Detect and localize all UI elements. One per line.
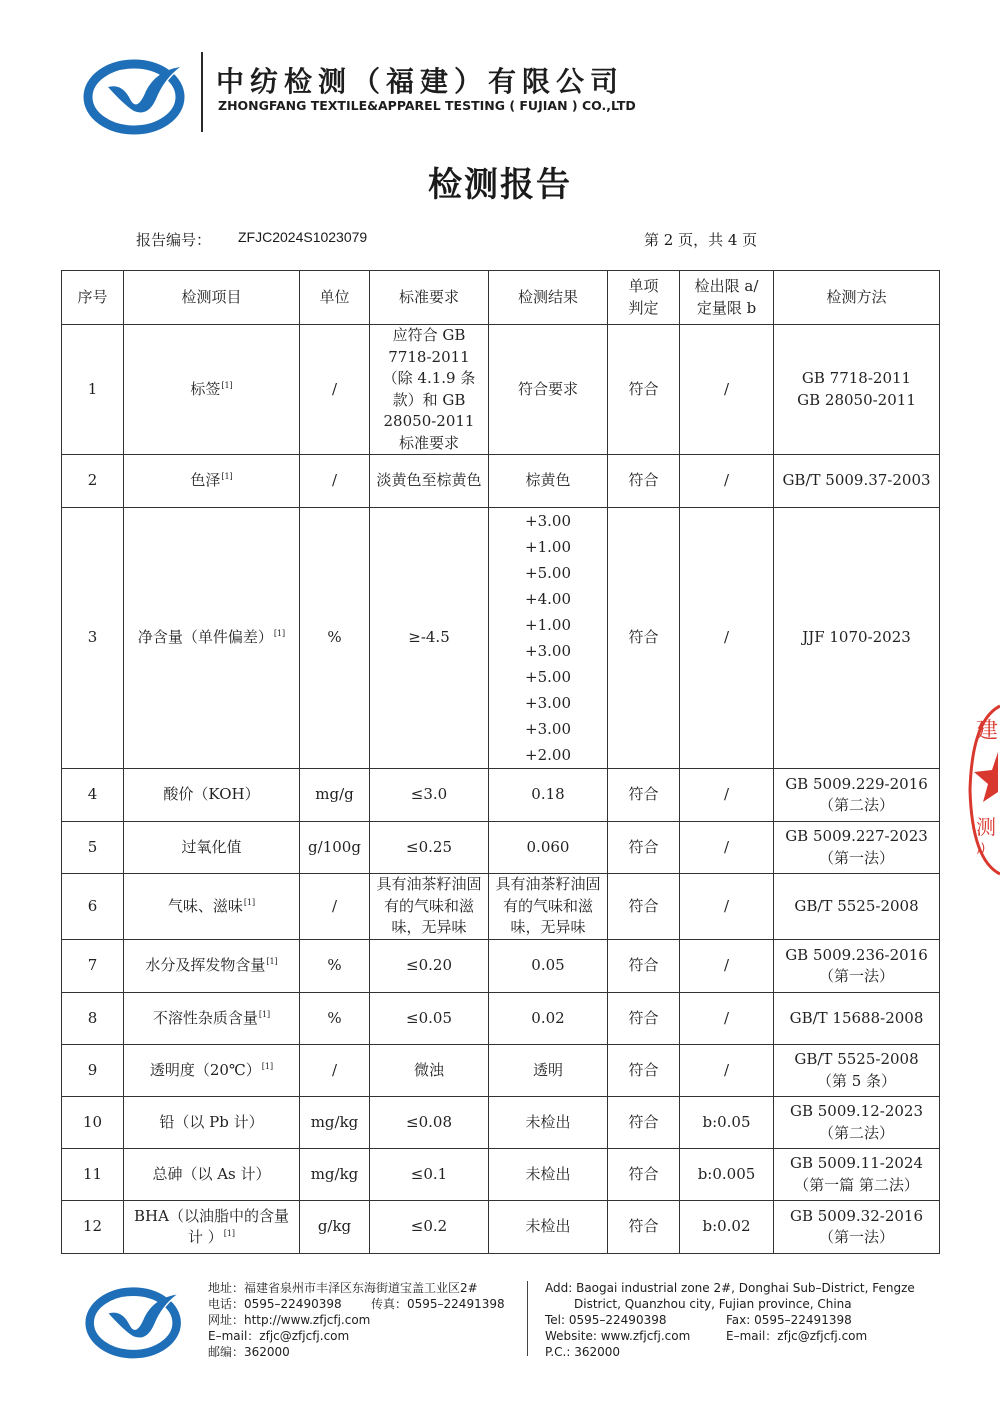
cell-result (489, 508, 608, 769)
method-line1: GB 5009.236-2016 (785, 945, 928, 964)
method-line1: GB 5009.12-2023 (789, 1102, 924, 1120)
footer-website-en: Website: www.zfjcfj.com (545, 1329, 691, 1343)
header-standard: 标准要求 (370, 271, 489, 325)
cell-method (774, 769, 940, 822)
method-line1: GB 5009.229-2016 (785, 774, 928, 793)
table-row (62, 455, 940, 508)
cell-item (124, 874, 300, 940)
cell-judgement: 符合 (608, 1097, 680, 1149)
cell-limit: b:0.05 (680, 1097, 774, 1149)
item-note: [1] (258, 1009, 271, 1019)
cell-unit: / (300, 1045, 370, 1097)
header-judgement-line1: 单项 (628, 277, 659, 295)
footer-tel-en: Tel: 0595–22490398 (545, 1313, 667, 1327)
item-name: 总砷（以 As 计） (152, 1164, 271, 1183)
cell-limit: / (680, 325, 774, 455)
result-value: +3.00 (525, 512, 571, 530)
footer-address-en-line1: Add: Baogai industrial zone 2#, Donghai Sub–District, Fengze (545, 1281, 915, 1295)
cell-limit: / (680, 455, 774, 508)
table-row (62, 940, 940, 993)
cell-limit: / (680, 769, 774, 822)
svg-text:测: 测 (976, 815, 996, 839)
cell-seq: 9 (62, 1045, 124, 1097)
cell-unit: % (300, 940, 370, 993)
item-name: 过氧化值 (181, 837, 242, 856)
item-name: 色泽 (190, 471, 221, 490)
cell-seq: 10 (62, 1097, 124, 1149)
cell-seq: 4 (62, 769, 124, 822)
table-row (62, 508, 940, 769)
cell-judgement: 符合 (608, 325, 680, 455)
cell-result: 未检出 (489, 1201, 608, 1254)
method-line2: （第 5 条） (816, 1071, 897, 1090)
svg-text:建: 建 (976, 719, 999, 744)
result-value: +5.00 (525, 668, 571, 686)
cell-standard: ≤0.2 (370, 1201, 489, 1254)
company-name-cn: 中纺检测（福建）有限公司 (216, 65, 625, 98)
result-value: +1.00 (525, 616, 571, 634)
cell-item (124, 1097, 300, 1149)
method-line2: （第二法） (818, 1123, 894, 1142)
item-name: 不溶性杂质含量 (152, 1008, 258, 1027)
cell-judgement: 符合 (608, 455, 680, 508)
cell-limit: / (680, 874, 774, 940)
header-limit-line2: 定量限 b (696, 298, 757, 317)
footer-postcode-en: P.C.: 362000 (545, 1345, 621, 1359)
table-row (62, 1045, 940, 1097)
cell-seq: 2 (62, 455, 124, 508)
cell-item (124, 1045, 300, 1097)
cell-method (774, 1201, 940, 1254)
cell-judgement: 符合 (608, 874, 680, 940)
table-row (62, 874, 940, 940)
cell-method (774, 1097, 940, 1149)
header-limit-line1: 检出限 a/ (694, 277, 759, 295)
cell-unit: g/kg (300, 1201, 370, 1254)
method-line1: GB 5009.227-2023 (785, 827, 928, 845)
report-number-label: 报告编号： (136, 231, 212, 249)
cell-judgement: 符合 (608, 769, 680, 822)
table-row (62, 325, 940, 455)
header-limit (680, 271, 774, 325)
footer-email-en: E–mail：zfjc@zfjcfj.com (726, 1329, 868, 1343)
cell-standard: ≤0.1 (370, 1149, 489, 1201)
cell-unit: mg/kg (300, 1149, 370, 1201)
cell-item (124, 1201, 300, 1254)
cell-seq: 6 (62, 874, 124, 940)
table-body (62, 325, 940, 1254)
header-method: 检测方法 (774, 271, 940, 325)
method-line1: JJF 1070-2023 (802, 628, 911, 647)
header-divider (201, 52, 203, 132)
cell-unit: / (300, 455, 370, 508)
cell-method (774, 874, 940, 940)
result-value: +3.00 (525, 642, 571, 660)
method-line2: GB 28050-2011 (797, 390, 916, 409)
cell-unit: / (300, 325, 370, 455)
cell-method (774, 940, 940, 993)
cell-result: 未检出 (489, 1097, 608, 1149)
cell-method (774, 325, 940, 455)
method-line1: GB/T 5525-2008 (794, 896, 919, 915)
document-title: 检测报告 (428, 165, 572, 205)
method-line2: （第一法） (818, 1228, 894, 1246)
result-value: +1.00 (525, 538, 571, 556)
cell-seq: 3 (62, 508, 124, 769)
header-judgement (608, 271, 680, 325)
cell-standard: 具有油茶籽油固有的气味和滋味，无异味 (370, 874, 489, 940)
item-note: [1] (266, 957, 278, 967)
report-number: ZFJC2024S1023079 (238, 229, 368, 245)
footer-divider (527, 1281, 528, 1356)
result-value: +5.00 (525, 564, 571, 582)
table-row (62, 769, 940, 822)
header-item: 检测项目 (124, 271, 300, 325)
svg-text:)): )) (976, 841, 986, 855)
footer-fax-en: Fax: 0595–22491398 (726, 1313, 852, 1327)
cell-judgement: 符合 (608, 940, 680, 993)
company-logo (82, 55, 192, 135)
cell-limit: / (680, 993, 774, 1045)
item-note: [1] (243, 897, 256, 907)
result-value: +4.00 (525, 590, 571, 608)
item-name: BHA（以油脂中的含量计 ） (134, 1206, 289, 1246)
item-name: 标签 (190, 379, 221, 398)
table-header-row (62, 271, 940, 325)
method-line1: GB 5009.11-2024 (789, 1154, 924, 1172)
seal-stamp (968, 700, 1000, 880)
table-row (62, 993, 940, 1045)
cell-judgement: 符合 (608, 1201, 680, 1254)
item-note: [1] (273, 629, 286, 639)
cell-seq: 5 (62, 822, 124, 874)
header-judgement-line2: 判定 (628, 298, 659, 317)
item-note: [1] (221, 380, 233, 390)
footer-email-cn: E–mail：zfjc@zfjcfj.com (208, 1329, 350, 1343)
cell-seq: 1 (62, 325, 124, 455)
cell-standard: 淡黄色至棕黄色 (370, 455, 489, 508)
cell-limit: / (680, 940, 774, 993)
cell-method (774, 1045, 940, 1097)
item-name: 气味、滋味 (167, 896, 243, 915)
header-result: 检测结果 (489, 271, 608, 325)
footer-postcode-cn: 邮编：362000 (208, 1345, 290, 1359)
cell-seq: 8 (62, 993, 124, 1045)
cell-item (124, 822, 300, 874)
footer-website-cn: 网址：http://www.zfjcfj.com (208, 1313, 371, 1327)
cell-item (124, 940, 300, 993)
cell-unit: / (300, 874, 370, 940)
item-name: 透明度（20℃） (149, 1060, 261, 1079)
cell-result: 未检出 (489, 1149, 608, 1201)
cell-limit: / (680, 822, 774, 874)
cell-seq: 7 (62, 940, 124, 993)
item-note: [1] (261, 1061, 274, 1071)
cell-seq: 11 (62, 1149, 124, 1201)
cell-item (124, 769, 300, 822)
method-line2: （第一法） (818, 967, 894, 985)
table-row (62, 822, 940, 874)
cell-limit: b:0.02 (680, 1201, 774, 1254)
footer-fax-cn: 传真：0595–22491398 (371, 1297, 505, 1311)
cell-unit: g/100g (300, 822, 370, 874)
cell-unit: mg/g (300, 769, 370, 822)
item-note: [1] (221, 472, 233, 482)
method-line2: （第一法） (818, 848, 894, 867)
cell-standard: 应符合 GB 7718-2011（除 4.1.9 条款）和 GB 28050-2011 标准要求 (370, 325, 489, 455)
page-info: 第 2 页，共 4 页 (644, 231, 758, 249)
cell-judgement: 符合 (608, 1149, 680, 1201)
footer-logo (84, 1282, 188, 1360)
item-name: 水分及挥发物含量 (145, 956, 266, 975)
table-row (62, 1097, 940, 1149)
cell-method (774, 455, 940, 508)
method-line1: GB 7718-2011 (801, 369, 912, 387)
cell-standard: ≤0.20 (370, 940, 489, 993)
cell-limit: / (680, 508, 774, 769)
result-value: +3.00 (525, 720, 571, 738)
cell-method (774, 508, 940, 769)
method-line1: GB 5009.32-2016 (789, 1206, 924, 1225)
footer-address-cn: 地址：福建省泉州市丰泽区东海街道宝盖工业区2# (208, 1281, 478, 1295)
item-note: [1] (223, 1229, 236, 1238)
cell-judgement: 符合 (608, 1045, 680, 1097)
cell-result: 0.05 (489, 940, 608, 993)
cell-limit: b:0.005 (680, 1149, 774, 1201)
footer-phone-cn: 电话：0595–22490398 (208, 1297, 342, 1311)
cell-result: 透明 (489, 1045, 608, 1097)
cell-item (124, 325, 300, 455)
cell-limit: / (680, 1045, 774, 1097)
cell-result: 符合要求 (489, 325, 608, 455)
cell-result: 0.060 (489, 822, 608, 874)
cell-standard: ≤0.05 (370, 993, 489, 1045)
cell-standard: ≤3.0 (370, 769, 489, 822)
result-value: +3.00 (525, 694, 571, 712)
item-name: 净含量（单件偏差） (137, 628, 273, 647)
cell-result: 具有油茶籽油固有的气味和滋味，无异味 (489, 874, 608, 940)
company-name-en: ZHONGFANG TEXTILE&APPAREL TESTING ( FUJIAN ) CO.,LTD (218, 98, 636, 113)
cell-standard: ≤0.25 (370, 822, 489, 874)
cell-judgement: 符合 (608, 822, 680, 874)
cell-result: 棕黄色 (489, 455, 608, 508)
cell-unit: % (300, 508, 370, 769)
cell-method (774, 1149, 940, 1201)
cell-unit: mg/kg (300, 1097, 370, 1149)
cell-item (124, 508, 300, 769)
cell-method (774, 993, 940, 1045)
method-line2: （第二法） (818, 796, 894, 814)
cell-standard: ≤0.08 (370, 1097, 489, 1149)
cell-judgement: 符合 (608, 508, 680, 769)
cell-standard: ≥-4.5 (370, 508, 489, 769)
item-name: 铅（以 Pb 计） (159, 1112, 264, 1131)
cell-item (124, 455, 300, 508)
cell-method (774, 822, 940, 874)
method-line2: （第一篇 第二法） (794, 1175, 919, 1194)
table-row (62, 1149, 940, 1201)
footer-address-en-line2: District, Quanzhou city, Fujian province, China (574, 1297, 852, 1311)
cell-result: 0.18 (489, 769, 608, 822)
header-unit: 单位 (300, 271, 370, 325)
result-value: +2.00 (525, 746, 571, 764)
method-line1: GB/T 15688-2008 (789, 1008, 924, 1027)
method-line1: GB/T 5525-2008 (794, 1050, 919, 1068)
cell-standard: 微浊 (370, 1045, 489, 1097)
item-name: 酸价（KOH） (163, 785, 260, 804)
results-table (61, 270, 940, 1254)
cell-result: 0.02 (489, 993, 608, 1045)
cell-judgement: 符合 (608, 993, 680, 1045)
cell-item (124, 1149, 300, 1201)
cell-seq: 12 (62, 1201, 124, 1254)
cell-unit: % (300, 993, 370, 1045)
header-seq: 序号 (62, 271, 124, 325)
method-line1: GB/T 5009.37-2003 (782, 471, 931, 490)
cell-item (124, 993, 300, 1045)
table-row (62, 1201, 940, 1254)
